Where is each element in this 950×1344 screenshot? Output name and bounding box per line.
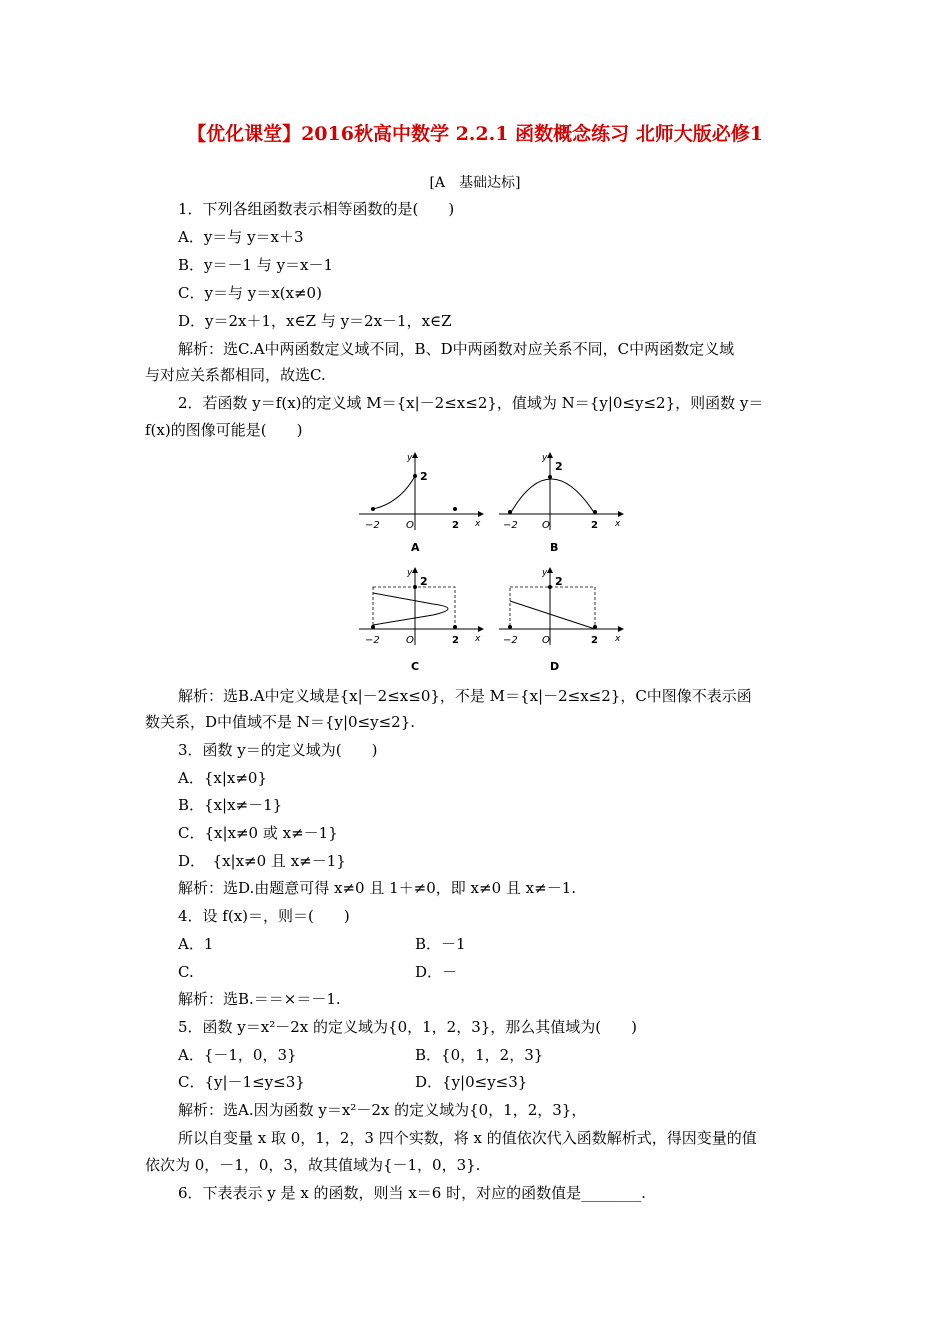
svg-text:O: O [406,520,414,531]
q3-option-a: A．{x|x≠0} [178,769,268,787]
q5-option-a: A．{－1，0，3} [178,1046,297,1064]
svg-text:−2: −2 [503,520,518,531]
q5-option-b: B．{0，1，2，3} [415,1046,544,1064]
q2-solution-line2: 数关系，D中值域不是 N＝{y|0≤y≤2}. [145,713,416,731]
q5-stem: 5．函数 y＝x²－2x 的定义域为{0，1，2，3}，那么其值域为( ) [178,1018,637,1036]
section-heading: [A 基础达标] [429,175,521,191]
graph-d [495,563,630,648]
q4-option-a: A．1 [178,935,214,953]
q5-option-d: D．{y|0≤y≤3} [415,1073,528,1091]
svg-text:−2: −2 [503,635,518,646]
q4-option-c: C. [178,963,194,981]
q1-option-a: A．y＝与 y＝x＋3 [178,228,304,246]
svg-text:O: O [542,520,550,531]
q4-stem: 4．设 f(x)＝，则＝( ) [178,907,350,925]
q2-stem-line1: 2．若函数 y＝f(x)的定义域 M＝{x|－2≤x≤2}，值域为 N＝{y|0≤y≤2}，则函数 y＝ [178,394,764,412]
q4-option-b: B．－1 [415,935,466,953]
graph-a [355,448,490,533]
graph-a-label: A [411,541,420,554]
q5-solution-line1: 解析：选A.因为函数 y＝x²－2x 的定义域为{0，1，2，3}， [178,1101,587,1119]
q1-solution-line1: 解析：选C.A中两函数定义域不同，B、D中两函数对应关系不同，C中两函数定义域 [178,340,735,358]
q4-solution: 解析：选B.＝＝×＝－1. [178,990,341,1008]
svg-text:y: y [407,568,413,578]
svg-text:2: 2 [591,635,598,646]
svg-text:y: y [542,568,548,578]
q1-solution-line2: 与对应关系都相同，故选C. [145,366,326,384]
q1-stem: 1．下列各组函数表示相等函数的是( ) [178,200,455,218]
svg-text:2: 2 [555,575,563,588]
q3-option-c: C．{x|x≠0 或 x≠－1} [178,824,338,842]
svg-text:2: 2 [420,470,428,483]
svg-text:2: 2 [591,520,598,531]
q5-option-c: C．{y|－1≤y≤3} [178,1073,305,1091]
q1-option-b: B．y＝－1 与 y＝x－1 [178,256,334,274]
q4-option-d: D．－ [415,963,458,981]
q3-option-d: D． {x|x≠0 且 x≠－1} [178,852,346,870]
q1-option-c: C．y＝与 y＝x(x≠0) [178,284,322,302]
svg-text:2: 2 [420,575,428,588]
q6-stem: 6．下表表示 y 是 x 的函数，则当 x＝6 时，对应的函数值是________. [178,1184,646,1202]
graph-d-label: D [550,660,560,673]
svg-text:x: x [615,519,621,529]
graph-c-label: C [411,660,420,673]
graph-b [495,448,630,533]
q1-option-d: D．y＝2x＋1，x∈Z 与 y＝2x－1，x∈Z [178,312,452,330]
svg-text:x: x [475,519,481,529]
q3-option-b: B．{x|x≠－1} [178,796,283,814]
svg-text:2: 2 [452,520,459,531]
q2-solution-line1: 解析：选B.A中定义域是{x|－2≤x≤0}，不是 M＝{x|－2≤x≤2}，C中图像不表示函 [178,687,752,705]
svg-text:x: x [475,634,481,644]
svg-text:−2: −2 [365,520,380,531]
svg-text:−2: −2 [365,635,380,646]
q2-stem-line2: f(x)的图像可能是( ) [145,421,303,439]
svg-text:O: O [406,635,414,646]
svg-text:x: x [615,634,621,644]
q3-stem: 3．函数 y＝的定义域为( ) [178,741,378,759]
svg-text:y: y [542,453,548,463]
graph-b-label: B [550,541,559,554]
q5-solution-line2: 所以自变量 x 取 0，1，2，3 四个实数，将 x 的值依次代入函数解析式，得因变量的值 [178,1129,757,1147]
document-title: 【优化课堂】2016秋高中数学 2.2.1 函数概念练习 北师大版必修1 [187,123,763,145]
q3-solution: 解析：选D.由题意可得 x≠0 且 1＋≠0，即 x≠0 且 x≠－1. [178,879,577,897]
q5-solution-line3: 依次为 0，－1，0，3，故其值域为{－1，0，3}. [145,1156,481,1174]
svg-text:y: y [407,453,413,463]
svg-text:2: 2 [452,635,459,646]
svg-text:2: 2 [555,460,563,473]
svg-text:O: O [542,635,550,646]
graph-c [355,563,490,648]
